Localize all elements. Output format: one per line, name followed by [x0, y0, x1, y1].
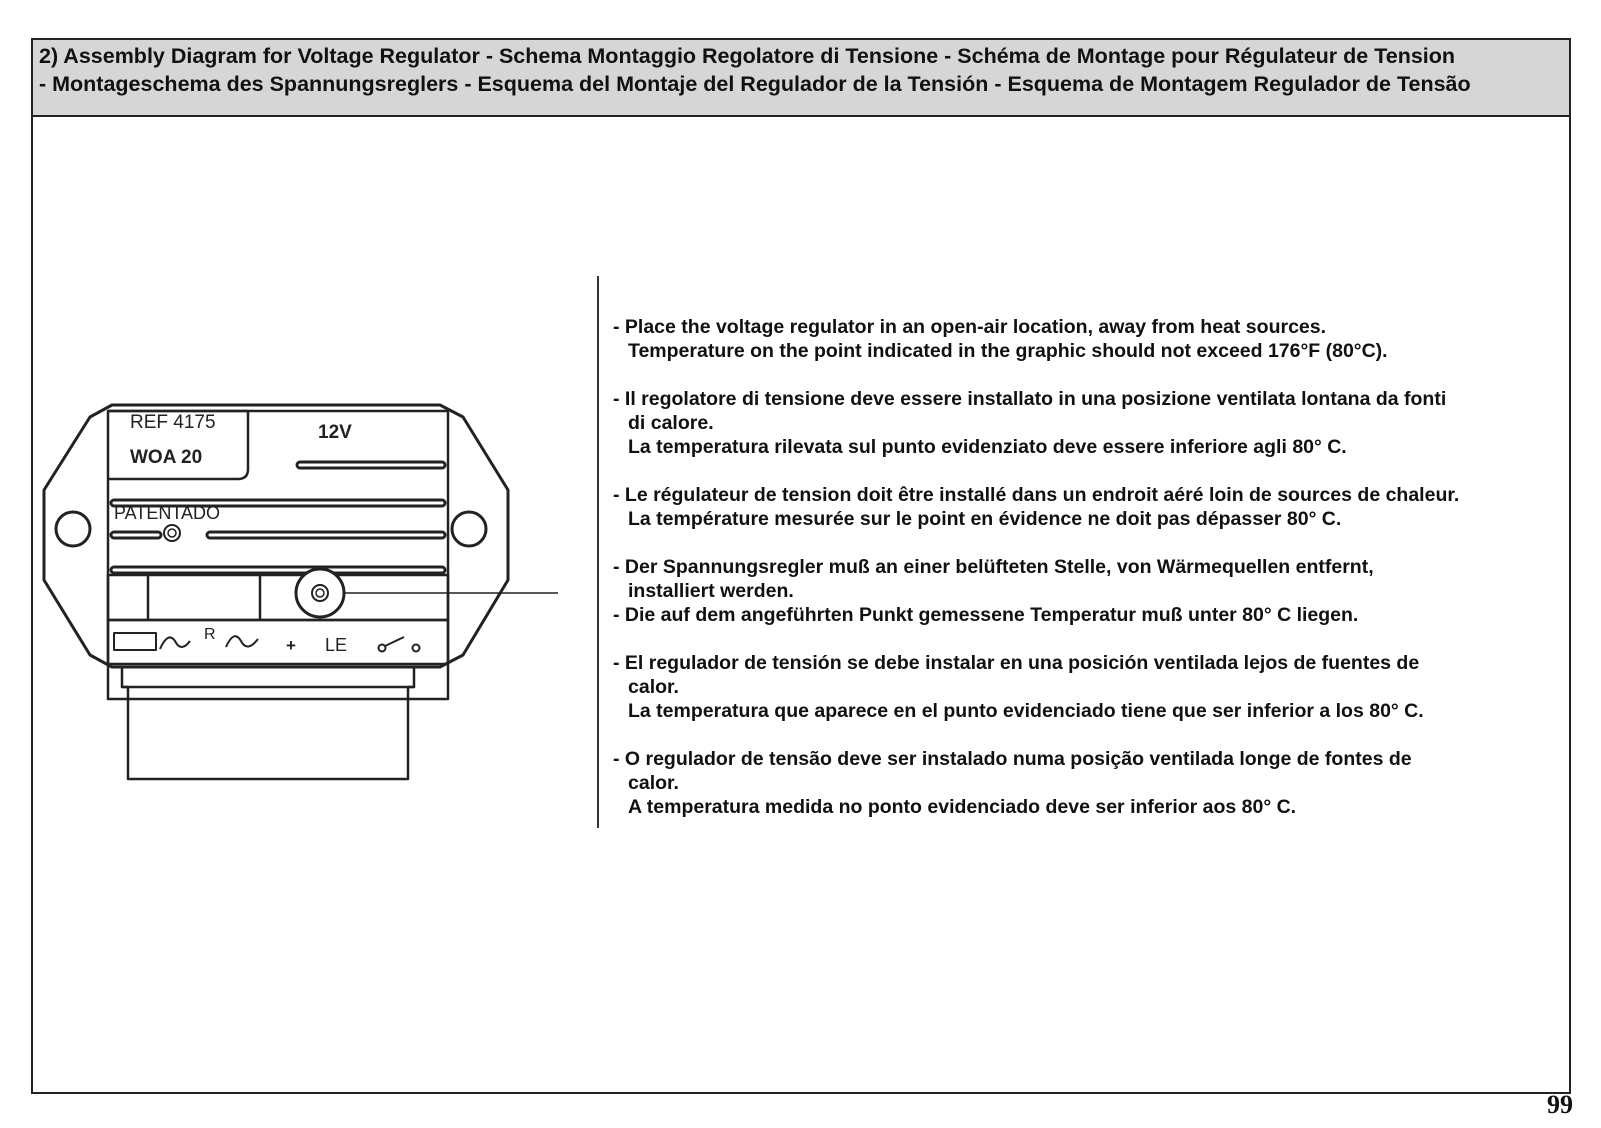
instruction-de-line-1: - Der Spannungsregler muß an einer belüfteten Stelle, von Wärmequellen entfernt,: [613, 556, 1374, 578]
instruction-de-line-3: - Die auf dem angeführten Punkt gemessene Temperatur muß unter 80° C liegen.: [613, 604, 1359, 626]
instruction-de: [613, 555, 1563, 627]
terminal-strip: [108, 620, 448, 664]
patent-label: PATENTADO: [114, 503, 221, 523]
ac-wave-icon-2: [226, 636, 258, 647]
instruction-de-line-2: installiert werden.: [628, 580, 794, 602]
temperature-measurement-point: [296, 569, 344, 617]
instruction-pt-line-2: calor.: [628, 772, 679, 794]
terminal-box-icon: [114, 633, 156, 650]
connector-block: [108, 575, 448, 620]
instruction-es-line-3: La temperatura que aparece en el punto evidenciado tiene que ser inferior a los 80° C.: [628, 700, 1424, 722]
connector-housing: [122, 667, 414, 779]
instruction-it-line-3: La temperatura rilevata sul punto evidenziato deve essere inferiore agli 80° C.: [628, 436, 1347, 458]
model-label: WOA 20: [130, 447, 203, 468]
terminal-le-label: LE: [325, 635, 348, 655]
instruction-es-line-2: calor.: [628, 676, 679, 698]
instruction-en: [613, 315, 1563, 363]
ac-wave-icon-1: [160, 637, 190, 649]
page-number: 99: [1547, 1090, 1573, 1119]
instruction-it-line-1: - Il regolatore di tensione deve essere installato in una posizione ventilata lontana da fonti: [613, 388, 1447, 410]
instruction-fr-line-1: - Le régulateur de tension doit être installé dans un endroit aéré loin de sources de chaleur.: [613, 484, 1460, 506]
ref-label: REF 4175: [130, 412, 216, 433]
instruction-it: [613, 387, 1563, 459]
header-title-line-2: - Montageschema des Spannungsreglers - Esquema del Montaje del Regulador de la Tensión - Esquema de Montagem Regulador de Tensão: [39, 72, 1471, 96]
mounting-hole-right: [452, 512, 486, 546]
switch-contact-icon-2: [413, 645, 420, 652]
instruction-en-line-1: - Place the voltage regulator in an open-air location, away from heat sources.: [613, 316, 1327, 338]
voltage-label: 12V: [318, 422, 352, 443]
instruction-pt-line-3: A temperatura medida no ponto evidenciado deve ser inferior aos 80° C.: [628, 796, 1297, 818]
instruction-pt-line-1: - O regulador de tensão deve ser instalado numa posição ventilada longe de fontes de: [613, 748, 1412, 770]
terminal-r-label: R: [204, 626, 216, 643]
instruction-en-line-2: Temperature on the point indicated in the graphic should not exceed 176°F (80°C).: [628, 340, 1388, 362]
instruction-pt: [613, 747, 1563, 819]
voltage-regulator-diagram: [38, 395, 558, 805]
instructions-text: [613, 315, 1563, 819]
section-header: [33, 40, 1569, 117]
header-title-line-1: 2) Assembly Diagram for Voltage Regulator - Schema Montaggio Regolatore di Tensione - Schéma de Montage pour Régulateur de Tension: [39, 44, 1456, 68]
instruction-es-line-1: - El regulador de tensión se debe instalar en una posición ventilada lejos de fuentes de: [613, 652, 1420, 674]
instruction-fr-line-2: La température mesurée sur le point en évidence ne doit pas dépasser 80° C.: [628, 508, 1342, 530]
switch-contact-icon-1: [379, 645, 386, 652]
mounting-hole-left: [56, 512, 90, 546]
instruction-it-line-2: di calore.: [628, 412, 714, 434]
instruction-fr: [613, 483, 1563, 531]
patent-screw: [164, 525, 180, 541]
vertical-divider: [597, 276, 599, 828]
instruction-es: [613, 651, 1563, 723]
terminal-plus-label: +: [286, 636, 296, 655]
